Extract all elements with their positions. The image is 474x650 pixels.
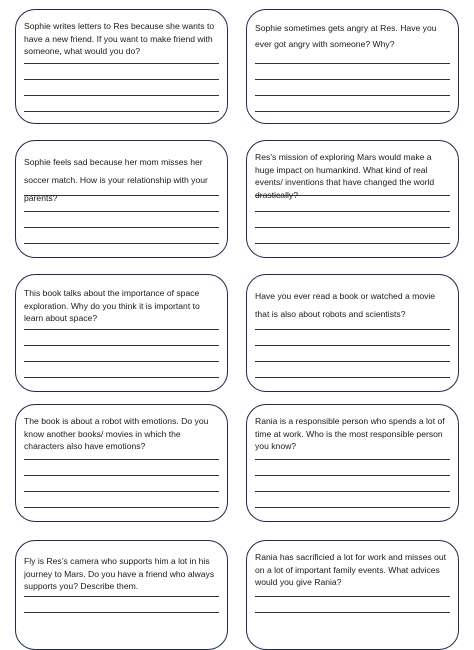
answer-line[interactable]: [255, 227, 450, 228]
question-text: This book talks about the importance of space exploration. Why do you think it is important to learn about space?: [24, 288, 200, 324]
question-text: Rania is a responsible person who spends a lot of time at work. Who is the most responsible person you know?: [255, 416, 445, 452]
answer-line[interactable]: [24, 459, 219, 460]
answer-line[interactable]: [24, 211, 219, 212]
answer-line[interactable]: [24, 243, 219, 244]
question-card-8: [246, 404, 459, 522]
question-text: Rania has sacrificied a lot for work and misses out on a lot of important family events. What advices would you give Rania?: [255, 552, 447, 588]
answer-line[interactable]: [255, 377, 450, 378]
answer-line[interactable]: [255, 612, 450, 613]
question-card-10: [246, 540, 459, 650]
answer-line[interactable]: [24, 596, 219, 597]
answer-line[interactable]: [24, 329, 219, 330]
answer-line[interactable]: [255, 507, 450, 508]
question-card-6: [246, 274, 459, 392]
answer-line[interactable]: [255, 361, 450, 362]
answer-line[interactable]: [255, 329, 450, 330]
answer-line[interactable]: [24, 507, 219, 508]
answer-line[interactable]: [24, 612, 219, 613]
answer-line[interactable]: [255, 459, 450, 460]
answer-line[interactable]: [255, 95, 450, 96]
answer-line[interactable]: [255, 475, 450, 476]
answer-line[interactable]: [255, 195, 450, 196]
answer-line[interactable]: [24, 111, 219, 112]
question-card-3: [15, 140, 228, 258]
question-card-5: [15, 274, 228, 392]
answer-line[interactable]: [255, 596, 450, 597]
question-text: Sophie feels sad because her mom misses her soccer match. How is your relationship with your parents?: [24, 157, 208, 203]
answer-line[interactable]: [255, 63, 450, 64]
answer-line[interactable]: [24, 227, 219, 228]
question-text: Sophie sometimes gets angry at Res. Have you ever got angry with someone? Why?: [255, 23, 437, 49]
question-text: Res’s mission of exploring Mars would make a huge impact on humankind. What kind of real events/ inventions that have changed the world drastically?: [255, 152, 435, 200]
question-card-7: [15, 404, 228, 522]
answer-line[interactable]: [24, 63, 219, 64]
question-text: Have you ever read a book or watched a movie that is also about robots and scientists?: [255, 291, 436, 319]
answer-line[interactable]: [255, 211, 450, 212]
question-card-1: [15, 9, 228, 124]
question-text: Sophie writes letters to Res because she wants to have a new friend. If you want to make friend with someone, what would you do?: [24, 21, 215, 57]
answer-line[interactable]: [24, 361, 219, 362]
answer-line[interactable]: [255, 345, 450, 346]
question-card-9: [15, 540, 228, 650]
answer-line[interactable]: [24, 345, 219, 346]
answer-line[interactable]: [255, 491, 450, 492]
answer-line[interactable]: [24, 491, 219, 492]
question-text: Fly is Res’s camera who supports him a lot in his journey to Mars. Do you have a friend who always supports you? Describe them.: [24, 556, 215, 592]
answer-line[interactable]: [255, 111, 450, 112]
answer-line[interactable]: [24, 195, 219, 196]
question-card-2: [246, 9, 459, 124]
answer-line[interactable]: [24, 95, 219, 96]
question-text: The book is about a robot with emotions. Do you know another books/ movies in which the characters also have emotions?: [24, 416, 209, 452]
answer-line[interactable]: [255, 79, 450, 80]
answer-line[interactable]: [24, 79, 219, 80]
answer-line[interactable]: [24, 377, 219, 378]
answer-line[interactable]: [255, 243, 450, 244]
answer-line[interactable]: [24, 475, 219, 476]
question-card-4: [246, 140, 459, 258]
